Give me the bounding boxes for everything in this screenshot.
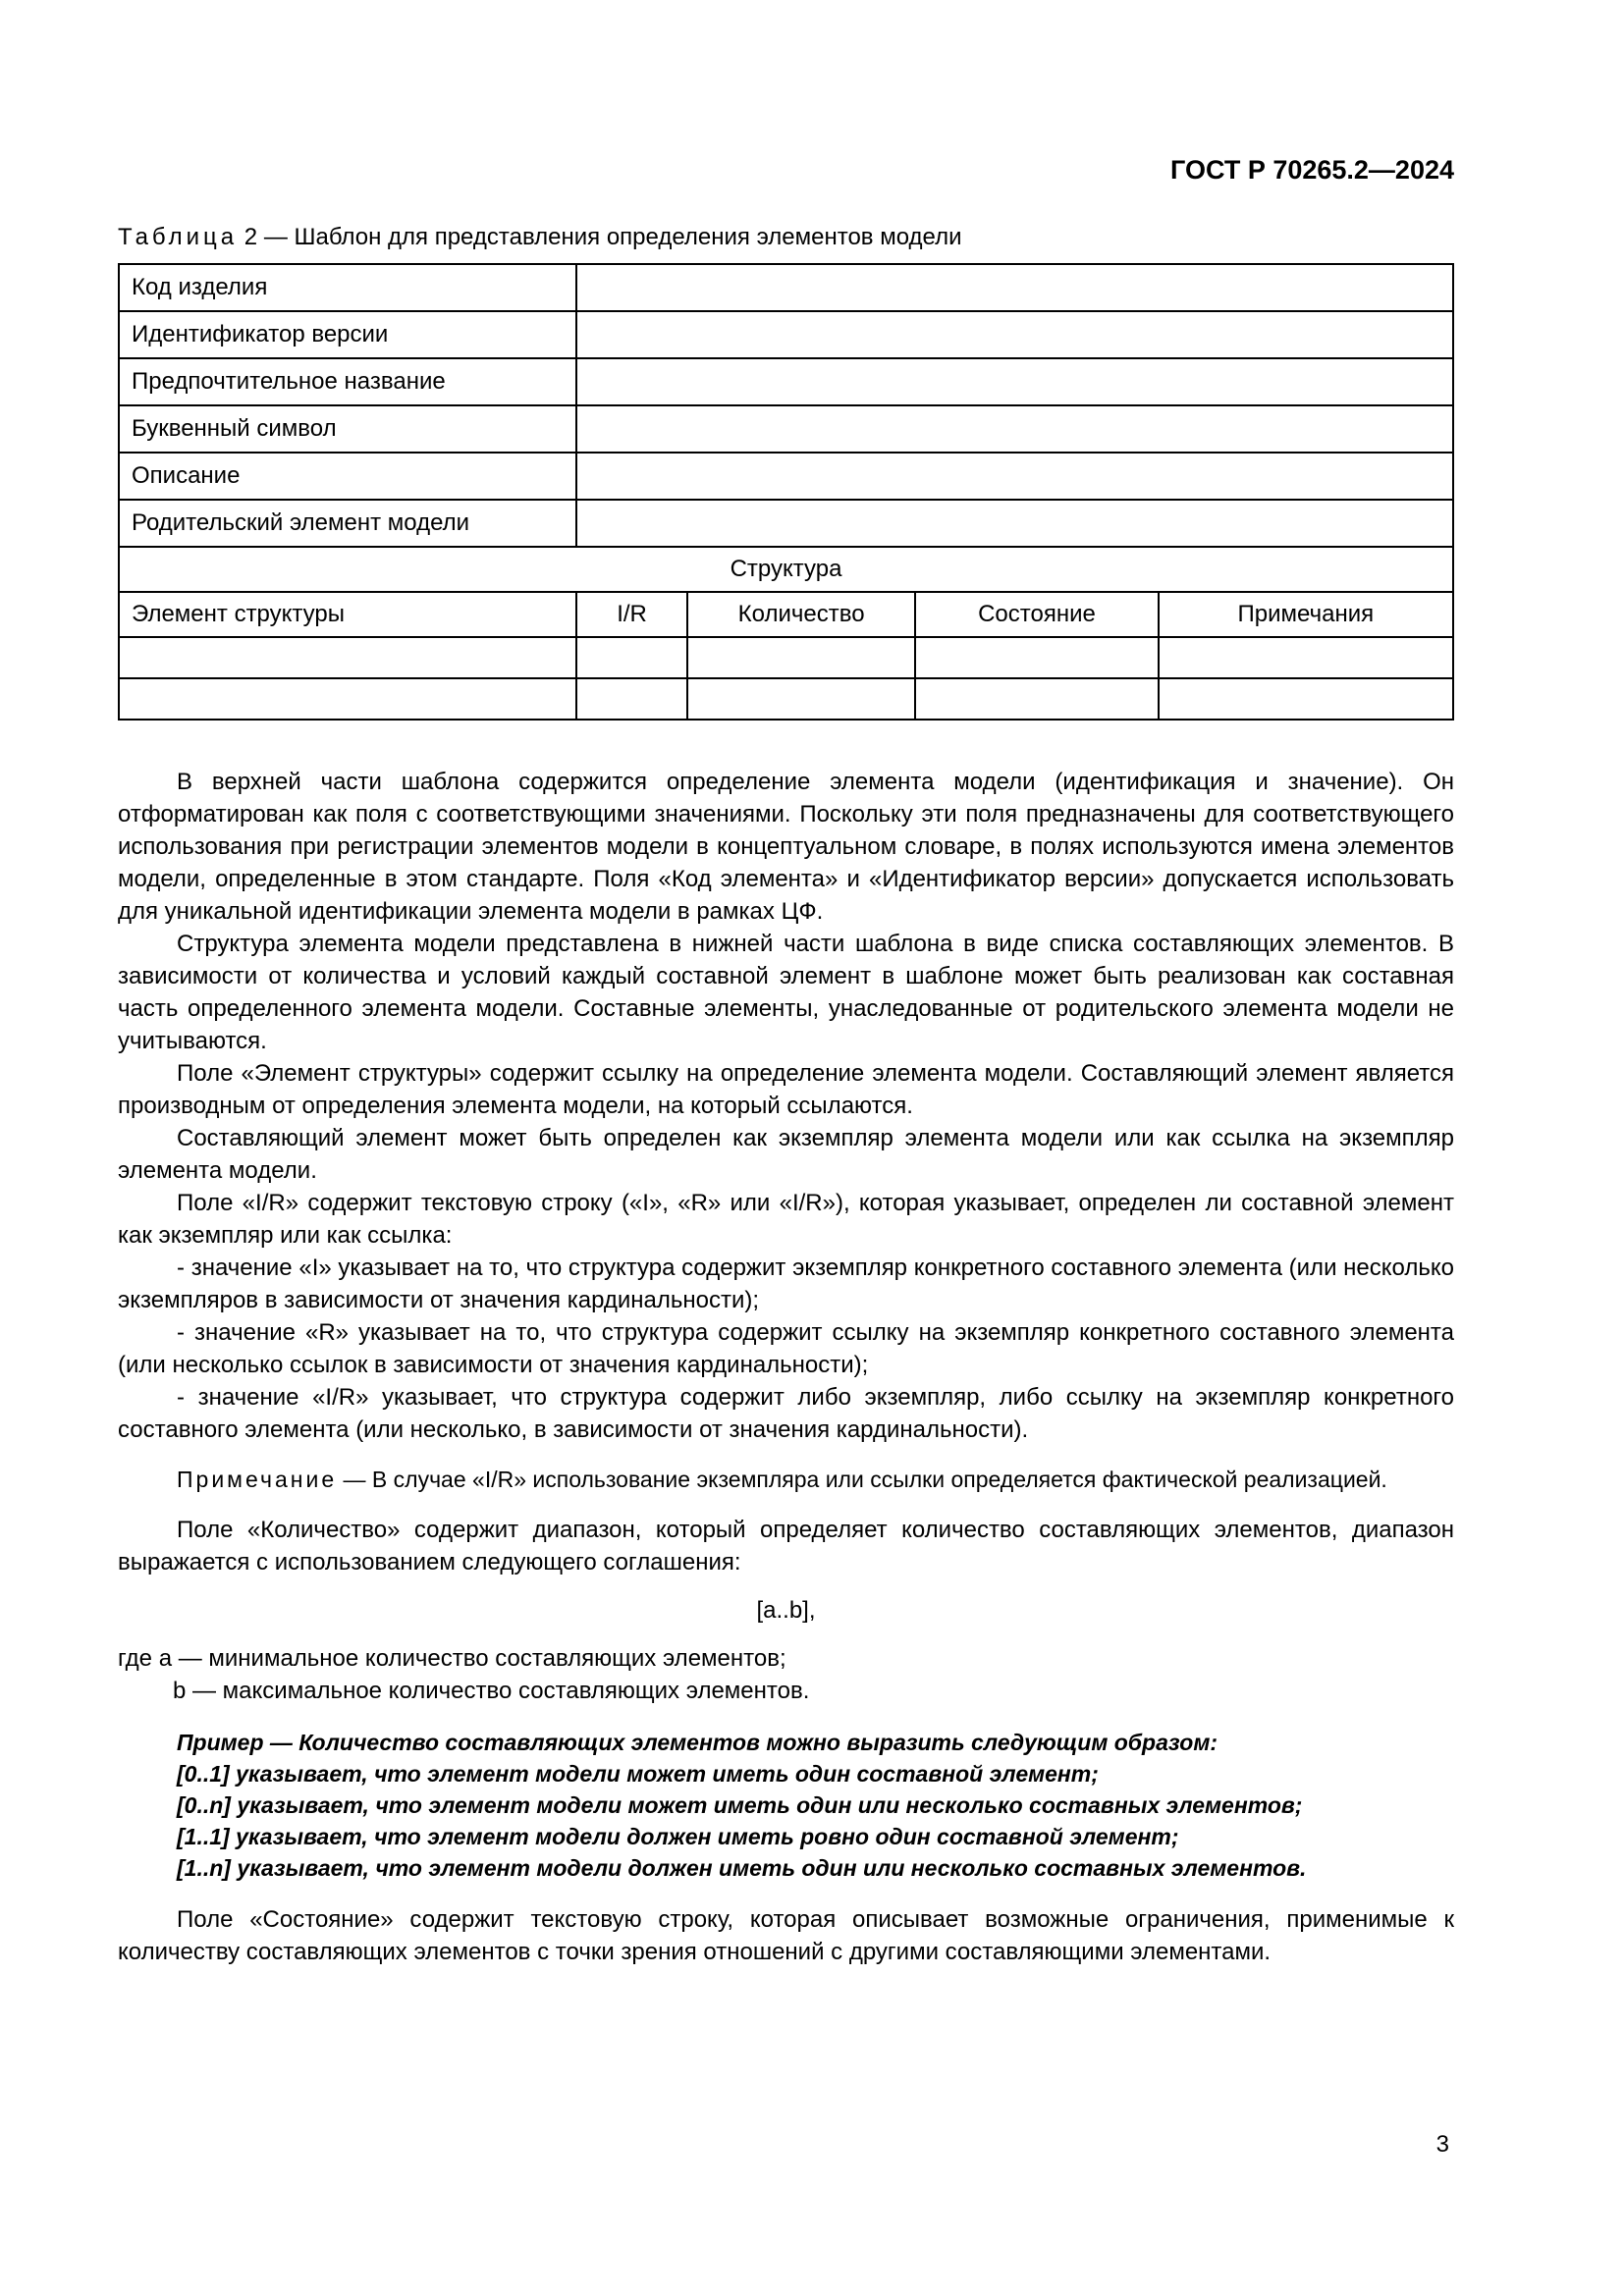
field-label-cell: Описание xyxy=(119,453,576,500)
table-caption-text: — Шаблон для представления определения элементов модели xyxy=(263,224,962,250)
empty-cell xyxy=(915,637,1158,678)
column-header-structure-element: Элемент структуры xyxy=(119,592,576,637)
structure-section-title: Структура xyxy=(119,547,1453,592)
document-body xyxy=(118,766,1454,1968)
field-value-cell xyxy=(576,311,1453,358)
cardinality-formula: [a..b], xyxy=(756,1597,816,1624)
structure-section-row xyxy=(119,547,1453,592)
field-value-cell xyxy=(576,453,1453,500)
model-element-template-table xyxy=(118,263,1454,721)
field-value-cell xyxy=(576,500,1453,547)
page-number: 3 xyxy=(1435,2131,1449,2158)
field-label-cell: Код изделия xyxy=(119,264,576,311)
table-caption-number: 2 xyxy=(244,224,258,250)
field-label-cell: Предпочтительное название xyxy=(119,358,576,405)
empty-cell xyxy=(1159,637,1453,678)
field-row xyxy=(119,500,1453,547)
empty-cell xyxy=(687,678,915,720)
paragraph-structure: Структура элемента модели представлена в нижней части шаблона в виде списка составляющих элементов. В зависимости от количества и условий каждый составной элемент в шаблоне может быть реализован как составная часть определенного элемента модели. Составные элементы, унаследованные от родительского элемента модели не учитываются. xyxy=(118,931,1454,1054)
field-label-cell: Родительский элемент модели xyxy=(119,500,576,547)
where-line-b: b — максимальное количество составляющих элементов. xyxy=(173,1678,810,1704)
empty-cell xyxy=(915,678,1158,720)
example-block xyxy=(177,1727,1454,1884)
field-label-cell: Буквенный символ xyxy=(119,405,576,453)
empty-cell xyxy=(119,637,576,678)
ir-list-item-ir: - значение «I/R» указывает, что структура содержит либо экземпляр, либо ссылку на экземпляр конкретного составного элемента (или несколько, в зависимости от значения кардинальности). xyxy=(118,1384,1454,1443)
empty-cell xyxy=(1159,678,1453,720)
column-header-ir: I/R xyxy=(576,592,687,637)
example-intro: Пример — Количество составляющих элементов можно выразить следующим образом: xyxy=(177,1730,1218,1755)
field-row xyxy=(119,311,1453,358)
paragraph-template-top: В верхней части шаблона содержится определение элемента модели (идентификация и значение). Он отформатирован как поля с соответствующими значениями. Поскольку эти поля предназначены для соответствующего использования при регистрации элементов модели в концептуальном словаре, в полях используются имена элементов модели, определенные в этом стандарте. Поля «Код элемента» и «Идентификатор версии» допускается использовать для уникальной идентификации элемента модели в рамках ЦФ. xyxy=(118,769,1454,925)
note-text: — В случае «I/R» использование экземпляра или ссылки определяется фактической реализацией. xyxy=(343,1467,1387,1492)
table-caption-word: Таблица xyxy=(118,224,239,250)
empty-cell xyxy=(687,637,915,678)
column-header-quantity: Количество xyxy=(687,592,915,637)
table-caption xyxy=(118,224,1454,251)
note-label: Примечание xyxy=(177,1467,338,1492)
example-item: [1..1] указывает, что элемент модели должен иметь ровно один составной элемент; xyxy=(177,1824,1179,1849)
field-row xyxy=(119,405,1453,453)
field-value-cell xyxy=(576,358,1453,405)
document-code: ГОСТ Р 70265.2—2024 xyxy=(1170,155,1454,185)
field-row xyxy=(119,358,1453,405)
empty-data-row xyxy=(119,637,1453,678)
columns-header-row xyxy=(119,592,1453,637)
field-value-cell xyxy=(576,405,1453,453)
field-label-cell: Идентификатор версии xyxy=(119,311,576,358)
ir-list-item-r: - значение «R» указывает на то, что структура содержит ссылку на экземпляр конкретного составного элемента (или несколько ссылок в зависимости от значения кардинальности); xyxy=(118,1319,1454,1378)
example-item: [0..1] указывает, что элемент модели может иметь один составной элемент; xyxy=(177,1761,1099,1787)
paragraph-quantity-field: Поле «Количество» содержит диапазон, который определяет количество составляющих элементов, диапазон выражается с использованием следующего соглашения: xyxy=(118,1517,1454,1575)
field-row xyxy=(119,264,1453,311)
note-block xyxy=(118,1464,1454,1496)
paragraph-state-field: Поле «Состояние» содержит текстовую строку, которая описывает возможные ограничения, применимые к количеству составляющих элементов с точки зрения отношений с другими составляющими элементами. xyxy=(118,1906,1454,1965)
paragraph-ir-field: Поле «I/R» содержит текстовую строку («I», «R» или «I/R»), которая указывает, определен ли составной элемент как экземпляр или как ссылка: xyxy=(118,1190,1454,1249)
field-row xyxy=(119,453,1453,500)
field-value-cell xyxy=(576,264,1453,311)
ir-list-item-i: - значение «I» указывает на то, что структура содержит экземпляр конкретного составного элемента (или несколько экземпляров в зависимости от значения кардинальности); xyxy=(118,1255,1454,1313)
empty-data-row xyxy=(119,678,1453,720)
paragraph-element-field: Поле «Элемент структуры» содержит ссылку на определение элемента модели. Составляющий элемент является производным от определения элемента модели, на который ссылаются. xyxy=(118,1060,1454,1119)
empty-cell xyxy=(576,637,687,678)
empty-cell xyxy=(119,678,576,720)
column-header-notes: Примечания xyxy=(1159,592,1453,637)
empty-cell xyxy=(576,678,687,720)
column-header-state: Состояние xyxy=(915,592,1158,637)
paragraph-instance-or-ref: Составляющий элемент может быть определен как экземпляр элемента модели или как ссылка на экземпляр элемента модели. xyxy=(118,1125,1454,1184)
where-block xyxy=(118,1642,1454,1707)
example-item: [0..n] указывает, что элемент модели может иметь один или несколько составных элементов; xyxy=(177,1792,1303,1818)
where-line-a: где a — минимальное количество составляющих элементов; xyxy=(118,1645,786,1672)
example-item: [1..n] указывает, что элемент модели должен иметь один или несколько составных элементов. xyxy=(177,1855,1307,1881)
